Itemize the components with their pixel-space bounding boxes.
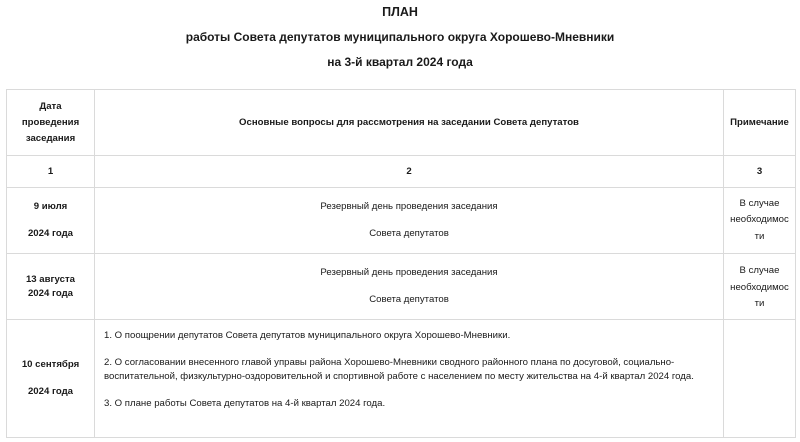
- header-line: заседания: [25, 132, 76, 144]
- meeting-date: [7, 320, 95, 438]
- note-line: необходимос: [730, 281, 789, 293]
- table-row: [7, 188, 796, 254]
- plan-table: [6, 89, 796, 438]
- header-line: проведения: [21, 116, 80, 128]
- header-line: Дата: [39, 100, 62, 112]
- column-header-issues: [95, 90, 724, 156]
- issue-item: 2. О согласовании внесенного главой управы района Хорошево-Мневники сводного районного плана по досуговой, социально-воспитательной, физкультурно-оздоровительной и спортивной работе с населением по месту жительства на 4-й квартал 2024 года.: [104, 357, 694, 382]
- issue-item: 1. О поощрении депутатов Совета депутатов муниципального округа Хорошево-Мневники.: [104, 330, 511, 341]
- meeting-issues: [95, 188, 724, 254]
- column-number: 2: [95, 156, 724, 188]
- table-header-row: [7, 90, 796, 156]
- note-line: ти: [754, 230, 765, 242]
- date-line: 13 августа: [25, 273, 76, 285]
- issue-line: Совета депутатов: [369, 294, 449, 305]
- issue-line: Резервный день проведения заседания: [320, 201, 498, 212]
- table-row: [7, 320, 796, 438]
- note-line: ти: [754, 298, 765, 309]
- meeting-date: [7, 254, 95, 320]
- column-number: 3: [724, 156, 796, 188]
- issue-line: Совета депутатов: [369, 228, 449, 239]
- issue-line: Резервный день проведения заседания: [320, 267, 498, 278]
- meeting-note: [724, 188, 796, 254]
- date-line: 2024 года: [27, 386, 74, 397]
- column-header-note: [724, 90, 796, 156]
- header-line: Основные вопросы для рассмотрения на заседании Совета депутатов: [239, 116, 579, 128]
- meeting-note: [724, 320, 796, 438]
- column-number: 1: [7, 156, 95, 188]
- meeting-date: [7, 188, 95, 254]
- note-line: В случае: [739, 265, 780, 276]
- table-row: [7, 254, 796, 320]
- note-line: В случае: [739, 197, 780, 209]
- column-header-date: [7, 90, 95, 156]
- document-subtitle: работы Совета депутатов муниципального округа Хорошево-Мневники: [185, 30, 615, 44]
- document-period: на 3-й квартал 2024 года: [327, 55, 473, 69]
- date-line: 9 июля: [33, 201, 68, 212]
- date-line: 10 сентября: [21, 359, 80, 370]
- column-number-row: [7, 156, 796, 188]
- issue-item: 3. О плане работы Совета депутатов на 4-й квартал 2024 года.: [104, 398, 386, 409]
- date-line: 2024 года: [27, 287, 74, 299]
- meeting-issues: [95, 254, 724, 320]
- meeting-issues: [95, 320, 724, 438]
- meeting-note: [724, 254, 796, 320]
- header-line: Примечание: [730, 116, 789, 128]
- date-line: 2024 года: [27, 228, 74, 239]
- note-line: необходимос: [730, 214, 789, 226]
- document-title: ПЛАН: [382, 5, 418, 19]
